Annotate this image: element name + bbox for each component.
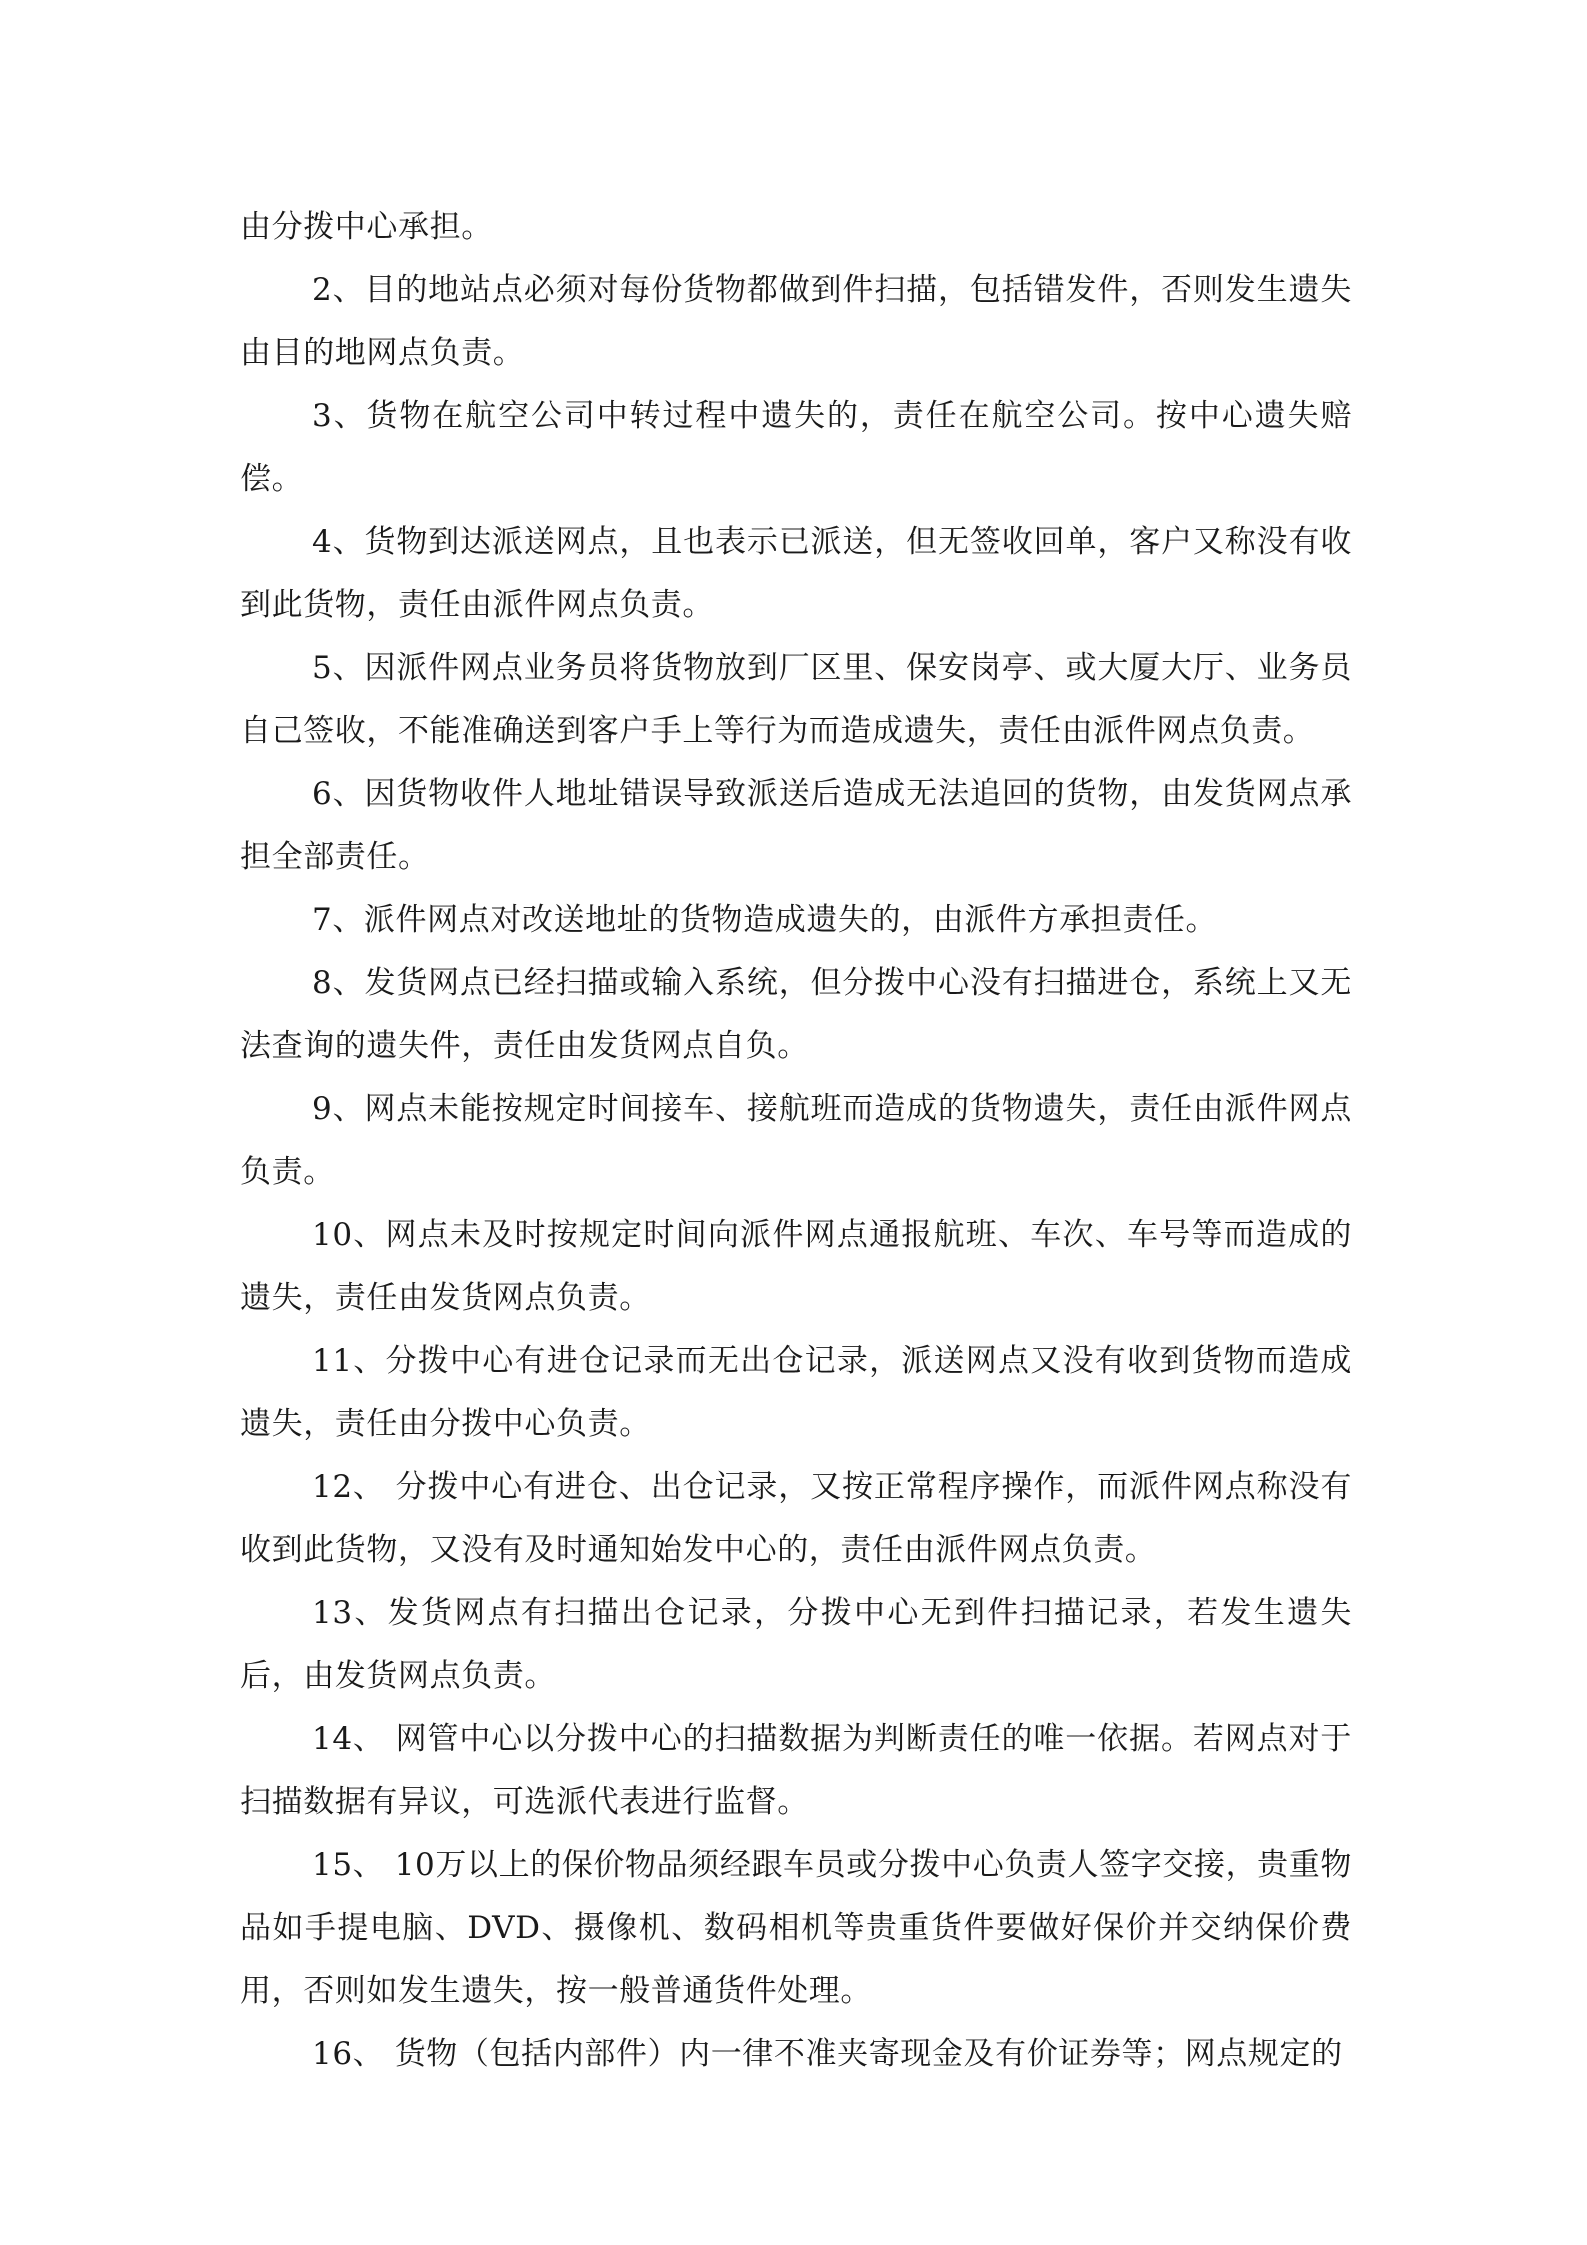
- paragraph-rule-16: 16、 货物（包括内部件）内一律不准夹寄现金及有价证券等；网点规定的: [312, 2036, 1343, 2072]
- paragraph-rule-2: 2、目的地站点必须对每份货物都做到件扫描，包括错发件，否则发生遗失由目的地网点负责。: [240, 272, 1352, 371]
- paragraph-rule-6: 6、因货物收件人地址错误导致派送后造成无法追回的货物，由发货网点承担全部责任。: [240, 776, 1352, 875]
- paragraph-rule-5: 5、因派件网点业务员将货物放到厂区里、保安岗亭、或大厦大厅、业务员自己签收，不能准确送到客户手上等行为而造成遗失，责任由派件网点负责。: [240, 650, 1352, 749]
- paragraph-rule-14: 14、 网管中心以分拨中心的扫描数据为判断责任的唯一依据。若网点对于扫描数据有异议，可选派代表进行监督。: [240, 1721, 1352, 1820]
- paragraph-rule-15: 15、 10万以上的保价物品须经跟车员或分拨中心负责人签字交接，贵重物品如手提电脑、DVD、摄像机、数码相机等贵重货件要做好保价并交纳保价费用，否则如发生遗失，按一般普通货件处理。: [240, 1847, 1352, 2009]
- paragraph-rule-11: 11、分拨中心有进仓记录而无出仓记录，派送网点又没有收到货物而造成遗失，责任由分拨中心负责。: [240, 1343, 1352, 1442]
- paragraph-rule-10: 10、网点未及时按规定时间向派件网点通报航班、车次、车号等而造成的遗失，责任由发货网点负责。: [240, 1217, 1352, 1316]
- paragraph-rule-4: 4、货物到达派送网点，且也表示已派送，但无签收回单，客户又称没有收到此货物，责任由派件网点负责。: [240, 524, 1352, 623]
- document-body: [240, 196, 1352, 2086]
- paragraph-rule-9: 9、网点未能按规定时间接车、接航班而造成的货物遗失，责任由派件网点负责。: [240, 1091, 1352, 1190]
- paragraph-rule-3: 3、货物在航空公司中转过程中遗失的，责任在航空公司。按中心遗失赔偿。: [240, 398, 1352, 497]
- paragraph-rule-8: 8、发货网点已经扫描或输入系统，但分拨中心没有扫描进仓，系统上又无法查询的遗失件，责任由发货网点自负。: [240, 965, 1352, 1064]
- paragraph-rule-7: 7、派件网点对改送地址的货物造成遗失的，由派件方承担责任。: [312, 902, 1218, 938]
- paragraph-rule-12: 12、 分拨中心有进仓、出仓记录，又按正常程序操作，而派件网点称没有收到此货物，又没有及时通知始发中心的，责任由派件网点负责。: [240, 1469, 1352, 1568]
- paragraph-rule-13: 13、发货网点有扫描出仓记录，分拨中心无到件扫描记录，若发生遗失后，由发货网点负责。: [240, 1595, 1352, 1694]
- paragraph-continuation: 由分拨中心承担。: [240, 209, 493, 245]
